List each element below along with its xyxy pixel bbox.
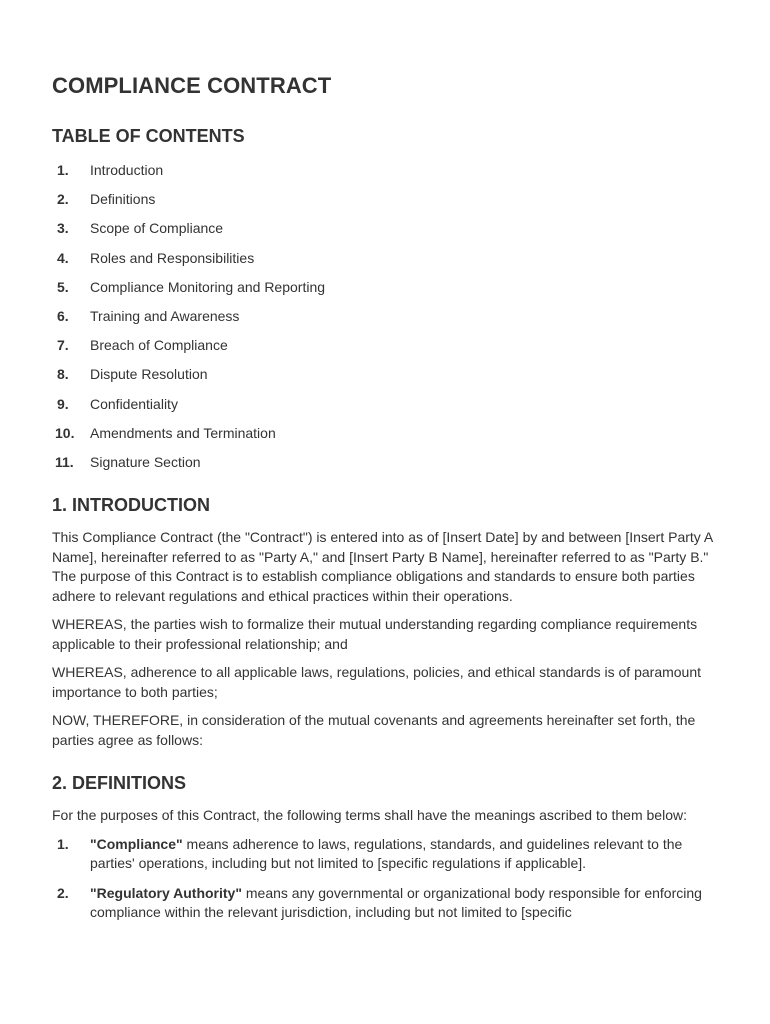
toc-item[interactable]	[52, 302, 720, 331]
toc-item-number: 8.	[57, 366, 69, 383]
toc-item[interactable]	[52, 214, 720, 243]
definition-number: 1.	[57, 835, 69, 852]
definition-text: means adherence to laws, regulations, standards, and guidelines relevant to the parties' operations, including but not limited to [specific regulations if applicable].	[90, 835, 683, 872]
toc-item-label: Roles and Responsibilities	[90, 249, 255, 266]
toc-item-label: Amendments and Termination	[90, 424, 276, 441]
definition-item	[52, 884, 720, 923]
toc-item-label: Training and Awareness	[90, 307, 240, 324]
toc-item[interactable]	[52, 331, 720, 360]
toc-item-number: 7.	[57, 337, 69, 354]
toc-item-label: Definitions	[90, 191, 156, 208]
definitions-intro: For the purposes of this Contract, the following terms shall have the meanings ascribed to them below:	[52, 807, 687, 824]
definition-term: "Regulatory Authority"	[90, 884, 242, 901]
toc-item-number: 9.	[57, 395, 69, 412]
whereas-paragraph: WHEREAS, the parties wish to formalize their mutual understanding regarding compliance requirements applicable to their professional relationship; and	[52, 616, 698, 652]
toc-item-number: 5.	[57, 278, 69, 295]
toc-item[interactable]	[52, 244, 720, 273]
toc-item[interactable]	[52, 448, 720, 477]
whereas-paragraph: WHEREAS, adherence to all applicable laws, regulations, policies, and ethical standards is of paramount importance to both parties;	[52, 664, 702, 700]
toc-item-number: 6.	[57, 307, 69, 324]
toc-item[interactable]	[52, 156, 720, 185]
definitions-heading: 2. DEFINITIONS	[52, 773, 187, 794]
toc-item-number: 1.	[57, 162, 69, 178]
document-page	[52, 70, 720, 933]
table-of-contents	[52, 156, 720, 477]
toc-item[interactable]	[52, 273, 720, 302]
toc-item-label: Signature Section	[90, 453, 201, 470]
definition-item	[52, 835, 720, 874]
introduction-heading: 1. INTRODUCTION	[52, 495, 211, 516]
toc-item[interactable]	[52, 185, 720, 214]
document-title: COMPLIANCE CONTRACT	[52, 73, 332, 98]
now-therefore-paragraph: NOW, THEREFORE, in consideration of the mutual covenants and agreements hereinafter set forth, the parties agree as follows:	[52, 712, 696, 748]
toc-item-label: Scope of Compliance	[90, 220, 224, 237]
toc-item-label: Introduction	[90, 162, 164, 178]
introduction-paragraph: This Compliance Contract (the "Contract") is entered into as of [Insert Date] by and between [Insert Party A Name], hereinafter referred to as "Party A," and [Insert Party B Name], hereinafter referred to as "Party B." The purpose of this Contract is to establish compliance obligations and standards to ensure both parties adhere to relevant regulations and ethical practices within their operations.	[52, 529, 713, 604]
toc-item-label: Confidentiality	[90, 395, 178, 412]
toc-item[interactable]	[52, 419, 720, 448]
definition-term: "Compliance"	[90, 835, 183, 852]
toc-item-number: 11.	[55, 453, 74, 470]
toc-item-label: Breach of Compliance	[90, 337, 228, 354]
toc-item-label: Dispute Resolution	[90, 366, 208, 383]
definitions-list	[52, 835, 720, 923]
definition-text: means any governmental or organizational body responsible for enforcing compliance within the relevant jurisdiction, including but not limited to [specific	[90, 884, 702, 921]
toc-item[interactable]	[52, 360, 720, 389]
toc-item-label: Compliance Monitoring and Reporting	[90, 278, 326, 295]
toc-item-number: 10.	[55, 424, 75, 441]
toc-item-number: 4.	[57, 249, 69, 266]
toc-title: TABLE OF CONTENTS	[52, 126, 245, 146]
toc-item-number: 2.	[57, 191, 69, 208]
definition-number: 2.	[57, 884, 69, 901]
toc-item[interactable]	[52, 390, 720, 419]
toc-item-number: 3.	[57, 220, 69, 237]
